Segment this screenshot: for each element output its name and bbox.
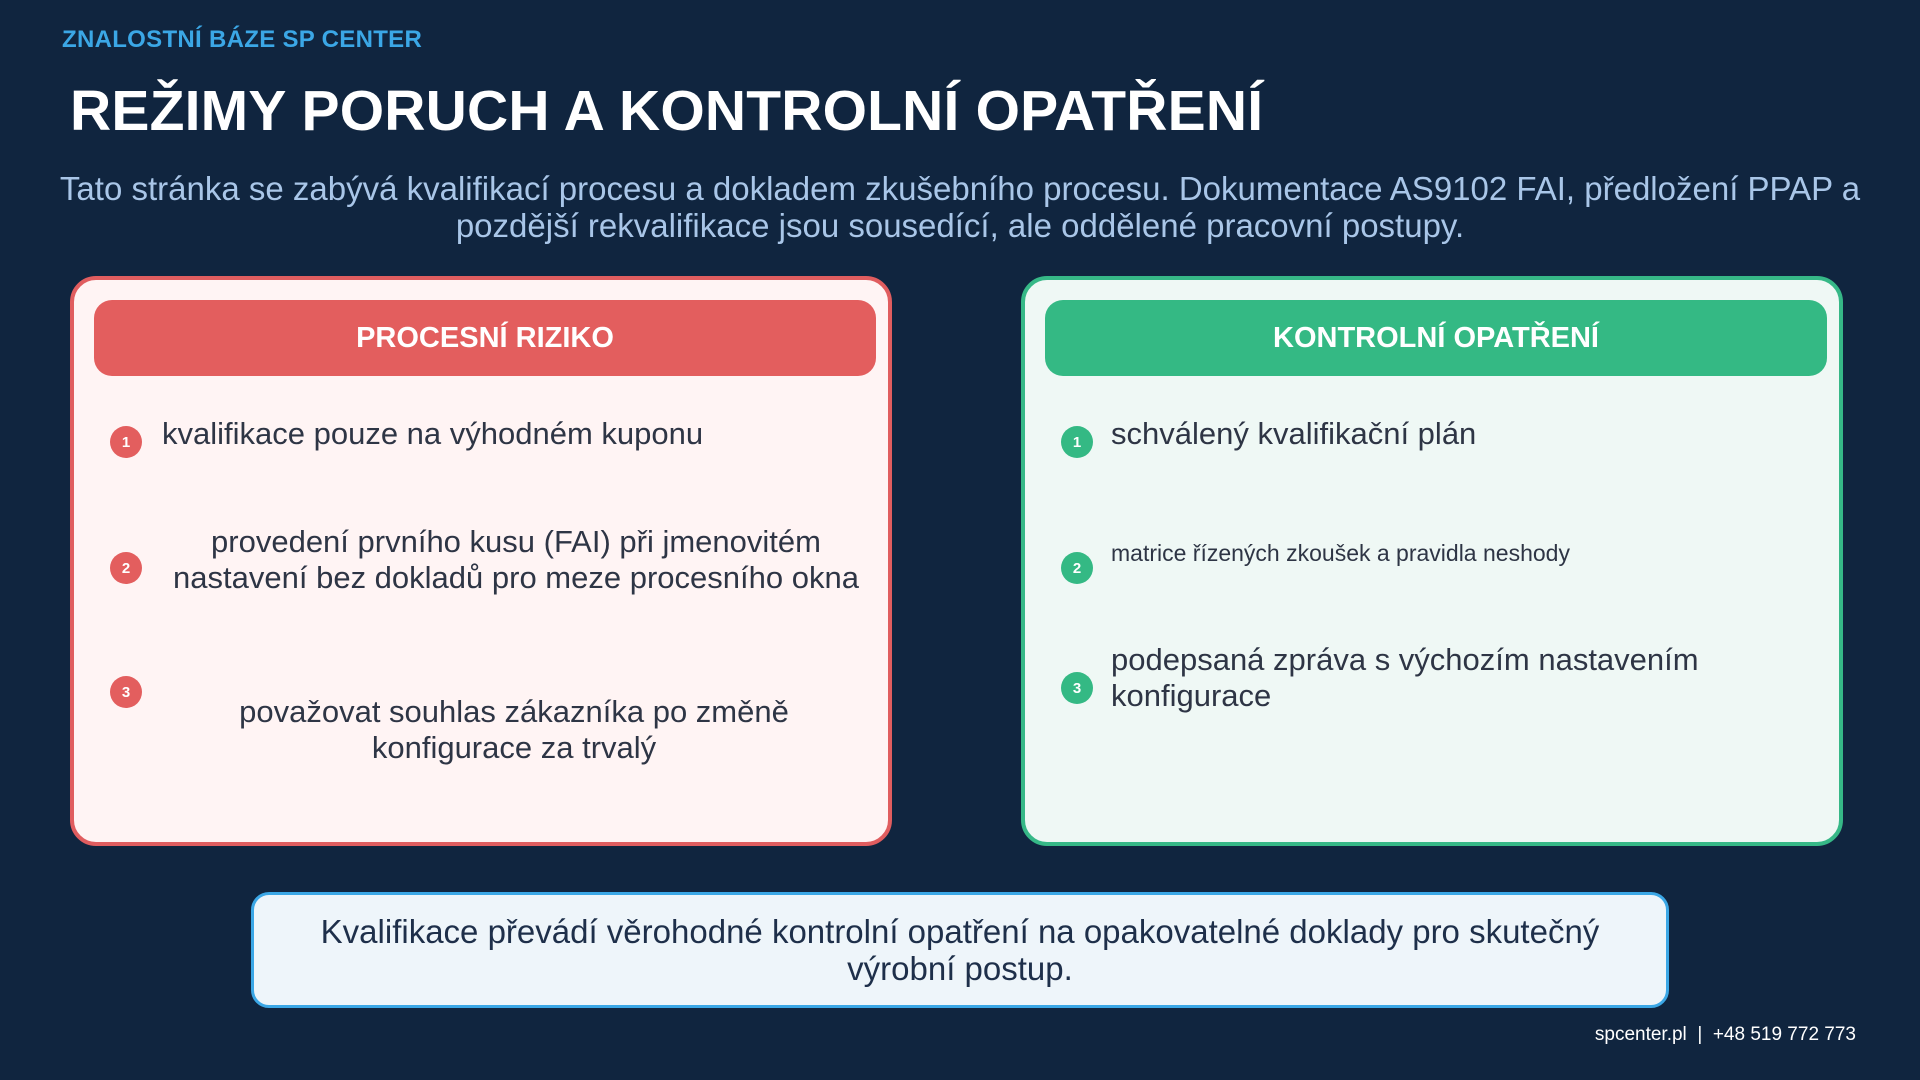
summary-callout bbox=[251, 892, 1669, 1008]
risk-item-text: kvalifikace pouze na výhodném kuponu bbox=[162, 416, 704, 451]
contact-info: spcenter.pl | +48 519 772 773 bbox=[1594, 1024, 1856, 1045]
number-badge: 1 bbox=[1061, 426, 1093, 458]
summary-text: Kvalifikace převádí věrohodné kontrolní opatření na opakovatelné doklady pro skutečný výrobní postup. bbox=[320, 913, 1600, 987]
process-risk-panel bbox=[70, 276, 892, 846]
number-badge: 2 bbox=[110, 552, 142, 584]
kicker-label: ZNALOSTNÍ BÁZE SP CENTER bbox=[62, 26, 423, 53]
page-title: REŽIMY PORUCH A KONTROLNÍ OPATŘENÍ bbox=[70, 79, 1264, 143]
number-badge: 1 bbox=[110, 426, 142, 458]
control-item-text: matrice řízených zkoušek a pravidla neshody bbox=[1111, 540, 1570, 566]
control-item-text: podepsaná zpráva s výchozím nastavením konfigurace bbox=[1111, 642, 1699, 713]
number-badge: 3 bbox=[110, 676, 142, 708]
number-badge: 3 bbox=[1061, 672, 1093, 704]
process-risk-heading: PROCESNÍ RIZIKO bbox=[94, 300, 876, 376]
risk-item-text: považovat souhlas zákazníka po změně konfigurace za trvalý bbox=[239, 694, 789, 765]
control-measures-heading: KONTROLNÍ OPATŘENÍ bbox=[1045, 300, 1827, 376]
number-badge: 2 bbox=[1061, 552, 1093, 584]
control-item-text: schválený kvalifikační plán bbox=[1111, 416, 1477, 451]
risk-item-text: provedení prvního kusu (FAI) při jmenovitém nastavení bez dokladů pro meze procesního okna bbox=[173, 524, 859, 595]
page-subtitle: Tato stránka se zabývá kvalifikací procesu a dokladem zkušebního procesu. Dokumentace AS9102 FAI, předložení PPAP a pozdější rekvalifikace jsou sousedící, ale oddělené pracovní postupy. bbox=[59, 170, 1861, 244]
control-measures-panel bbox=[1021, 276, 1843, 846]
